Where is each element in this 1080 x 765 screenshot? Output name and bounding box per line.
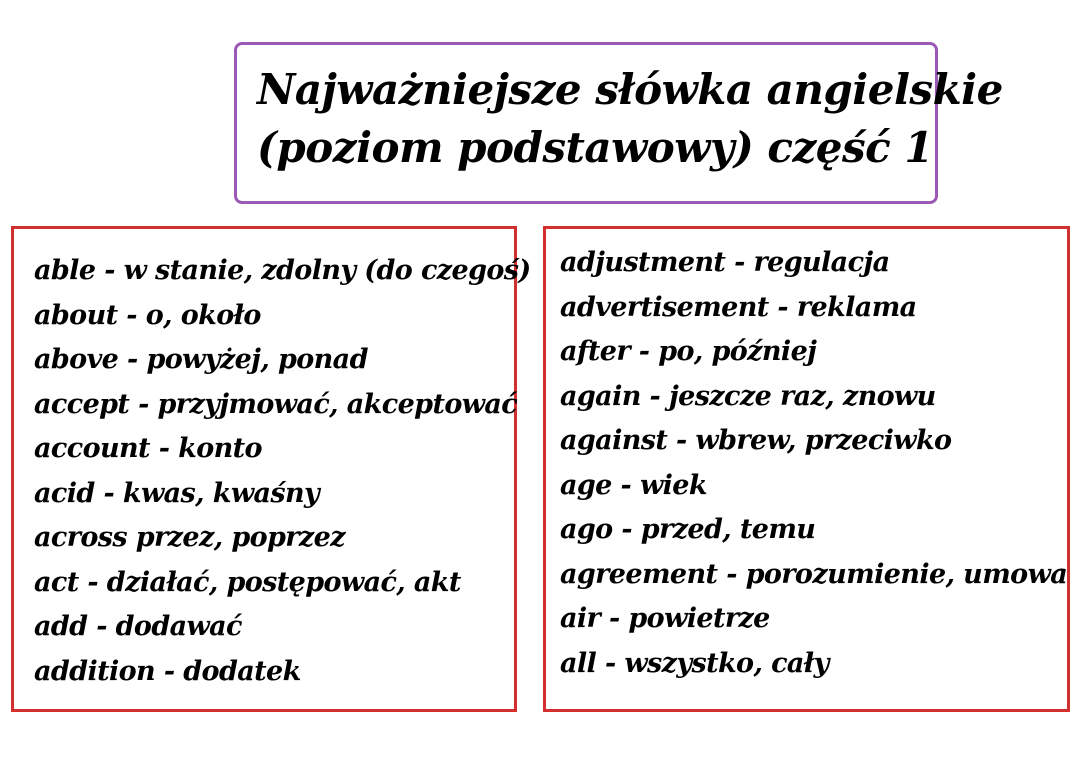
vocab-item: after - po, później <box>560 336 817 367</box>
vocab-item: accept - przyjmować, akceptować <box>34 388 518 420</box>
title-line-1: Najważniejsze słówka angielskie <box>257 65 1003 114</box>
vocab-item: against - wbrew, przeciwko <box>560 425 952 456</box>
vocab-item: across przez, poprzez <box>34 522 345 553</box>
title-line-2: (poziom podstawowy) część 1 <box>257 123 934 172</box>
vocab-item: account - konto <box>34 433 262 464</box>
vocab-item: all - wszystko, cały <box>560 647 829 679</box>
vocab-item: act - działać, postępować, akt <box>34 566 461 598</box>
vocab-item: ago - przed, temu <box>560 514 816 545</box>
vocab-item: acid - kwas, kwaśny <box>34 477 320 509</box>
vocab-item: above - powyżej, ponad <box>34 344 368 375</box>
vocab-list-right <box>560 241 1067 686</box>
vocab-item: age - wiek <box>560 469 707 501</box>
vocab-item: air - powietrze <box>560 603 770 634</box>
vocab-list-left <box>34 249 531 694</box>
vocab-item: able - w stanie, zdolny (do czegoś) <box>34 255 531 286</box>
vocab-box-left <box>11 226 531 712</box>
vocab-box-right <box>543 226 1070 712</box>
vocab-item: add - dodawać <box>34 611 242 642</box>
vocab-item: addition - dodatek <box>34 655 301 687</box>
vocab-item: adjustment - regulacja <box>560 247 890 278</box>
title-box <box>234 42 1003 204</box>
vocab-item: again - jeszcze raz, znowu <box>560 380 936 412</box>
vocab-item: about - o, około <box>34 299 261 331</box>
vocab-item: agreement - porozumienie, umowa <box>560 558 1068 590</box>
vocab-item: advertisement - reklama <box>560 291 917 323</box>
